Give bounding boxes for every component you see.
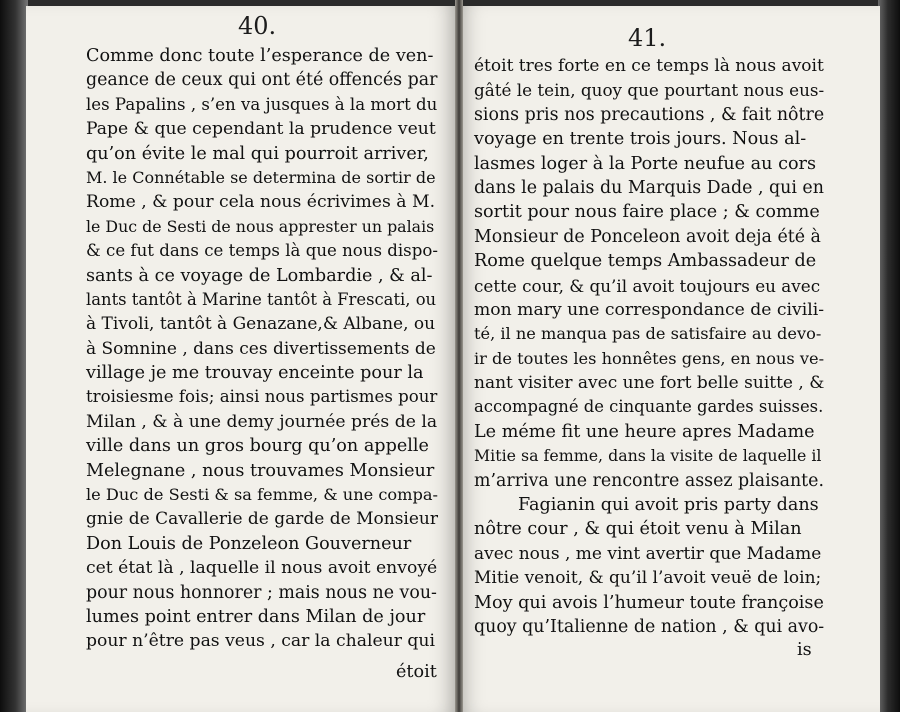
text-line: m’arriva une rencontre assez plaisante. — [474, 470, 824, 491]
text-line: ville dans un gros bourg qu’on appelle — [86, 436, 429, 457]
text-line: à Somnine , dans ces divertissements de — [86, 338, 436, 359]
left-page-text — [86, 44, 438, 654]
right-page-text — [474, 54, 824, 639]
text-line: nant visiter avec une fort belle suitte , & — [474, 373, 825, 394]
text-line: sants à ce voyage de Lombardie , & al- — [86, 265, 433, 286]
text-line: qu’on évite le mal qui pourroit arriver, — [86, 143, 429, 164]
text-line: cette cour, & qu’il avoit toujours eu avec — [474, 275, 821, 296]
text-line: Comme donc toute l’esperance de ven- — [86, 46, 434, 66]
book-gutter — [455, 0, 463, 712]
text-line: sortit pour nous faire place ; & comme — [474, 202, 820, 223]
text-line: Melegnane , nous trouvames Monsieur — [86, 460, 435, 481]
text-line: lasmes loger à la Porte neufue au cors — [474, 153, 816, 174]
text-line: té, il ne manqua pas de satisfaire au devo- — [474, 324, 822, 344]
text-line: étoit tres forte en ce temps là nous avoit — [474, 56, 824, 76]
text-line: troisiesme fois; ainsi nous partismes pour — [86, 387, 438, 407]
text-line: ir de toutes les honnêtes gens, en nous ve- — [474, 348, 825, 368]
text-line: Pape & que cependant la prudence veut — [86, 119, 436, 140]
text-line: le Duc de Sesti & sa femme, & une compa- — [86, 485, 438, 505]
text-line: les Papalins , s’en va jusques à la mort du — [86, 94, 438, 114]
right-page — [460, 6, 880, 712]
text-line: cet état là , laquelle il nous avoit envoyé — [86, 558, 438, 579]
text-line: avec nous , me vint avertir que Madame — [474, 543, 822, 564]
text-line: Monsieur de Ponceleon avoit deja été à — [474, 226, 821, 247]
book-edge-left — [0, 0, 28, 712]
text-line: nôtre cour , & qui étoit venu à Milan — [474, 519, 802, 540]
text-line: dans le palais du Marquis Dade , qui en — [474, 177, 824, 198]
text-line: pour nous honnorer ; mais nous ne vou- — [86, 582, 437, 603]
text-line: pour n’être pas veus , car la chaleur qui — [86, 631, 435, 652]
text-line: accompagné de cinquante gardes suisses. — [474, 397, 824, 417]
text-line: Don Louis de Ponzeleon Gouverneur — [86, 533, 412, 554]
text-line: Rome quelque temps Ambassadeur de — [474, 251, 817, 272]
text-line: quoy qu’Italienne de nation , & qui avo- — [474, 616, 825, 637]
text-line: mon mary une correspondance de civili- — [474, 299, 825, 320]
text-line: gâté le tein, quoy que pourtant nous eus- — [474, 80, 825, 101]
text-line: Moy qui avois l’humeur toute françoise — [474, 592, 824, 613]
text-line: geance de ceux qui ont été offencés par — [86, 70, 438, 91]
text-line: sions pris nos precautions , & fait nôtre — [474, 104, 825, 125]
page-number-right: 41. — [628, 24, 667, 52]
text-line: & ce fut dans ce temps là que nous dispo- — [86, 241, 438, 261]
text-line: M. le Connétable se determina de sortir de — [86, 167, 436, 187]
text-line: voyage en trente trois jours. Nous al- — [474, 129, 807, 150]
catchword-left: étoit — [396, 662, 437, 682]
text-line: Milan , & à une demy journée prés de la — [86, 411, 438, 432]
text-line: le Duc de Sesti de nous apprester un palais — [86, 216, 435, 236]
text-line: Mitie venoit, & qu’il l’avoit veuë de loin; — [474, 568, 822, 589]
book-edge-right — [878, 0, 900, 712]
text-line: à Tivoli, tantôt à Genazane,& Albane, ou — [86, 314, 436, 335]
catchword-right: is — [797, 640, 812, 660]
text-line: gnie de Cavallerie de garde de Monsieur — [86, 509, 438, 530]
text-line: Fagianin qui avoit pris party dans — [518, 495, 819, 516]
text-line: Mitie sa femme, dans la visite de laquelle il — [474, 446, 822, 466]
page-number-left: 40. — [238, 12, 277, 40]
left-page — [26, 6, 458, 712]
text-line: village je me trouvay enceinte pour la — [86, 363, 424, 384]
text-line: lumes point entrer dans Milan de jour — [86, 606, 426, 627]
text-line: Le méme fit une heure apres Madame — [474, 421, 815, 442]
text-line: Rome , & pour cela nous écrivimes à M. — [86, 192, 436, 213]
text-line: lants tantôt à Marine tantôt à Frescati, ou — [86, 289, 437, 309]
